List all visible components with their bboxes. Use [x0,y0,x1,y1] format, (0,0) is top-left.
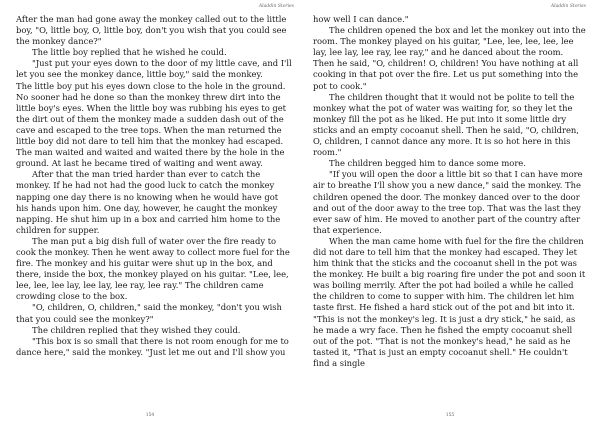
paragraph: The children begged him to dance some more. [329,158,526,169]
running-head: Aladdin Stories [550,4,586,9]
left-page-text [16,14,292,358]
paragraph: The children replied that they wished they could. [32,324,241,335]
page-number: 154 [145,413,155,418]
right-page [300,0,600,424]
paragraph: When the man came home with fuel for the fire the children did not dare to tell him that the monkey had escaped. They let him think that the sticks and the cocoanut shell in the pot was the monkey. He built a big roaring fire under the pot and soon it was boiling merrily. After the pot had boiled a while he called the children to come to supper with him. The children let him taste first. He fished a hard stick out of the pot and bit into it. "This is not the monkey's leg. It is just a dry stick," he said, as he made a wry face. Then he fished the empty cocoanut shell out of the pot. "That is not the monkey's head," he said as he tasted it, "That is just an empty cocoanut shell." He couldn't find a single [313,235,586,368]
running-head: Aladdin Stories [258,4,294,9]
right-page-text [313,14,586,369]
paragraph: "O, children, O, children," said the monkey, "don't you wish that you could see the monkey?" [16,302,282,324]
paragraph: After the man had gone away the monkey called out to the little boy, "O, little boy, O, little boy, don't you wish that you could see the monkey dance?" [16,14,287,47]
paragraph: The children thought that it would not be polite to tell the monkey what the pot of water was waiting for, so they let the monkey fill the pot as he liked. He put into it some little dry sticks and an empty cocoanut shell. Then he said, "O, children, O, children, I cannot dance any more. It is so hot here in this room." [313,91,579,158]
paragraph: "This box is so small that there is not room enough for me to dance here," said the monkey. "Just let me out and I'll show you [16,335,289,357]
paragraph: The little boy put his eyes down close to the hole in the ground. No sooner had he done so than the monkey threw dirt into the little boy's eyes. When the little boy was rubbing his eyes to get the dirt out of them the monkey made a sudden dash out of the cave and escaped to the tree tops. When the man returned the little boy did not dare to tell him that the monkey had escaped. The man waited and waited and waited there by the hole in the ground. At last he became tired of waiting and went away. [16,80,287,169]
paragraph: "Just put your eyes down to the door of my little cave, and I'll let you see the monkey dance, little boy," said the monkey. [16,58,292,80]
paragraph: "If you will open the door a little bit so that I can have more air to breathe I'll show you a new dance," said the monkey. The children opened the door. The monkey danced over to the door and out of the door away to the tree top. That was the last they ever saw of him. He moved to another part of the country after that experience. [313,169,583,235]
paragraph: After that the man tried harder than ever to catch the monkey. If he had not had the good luck to catch the monkey napping one day there is no knowing when he would have got his hands upon him. One day, however, he caught the monkey napping. He shut him up in a box and carried him home to the children for supper. [16,169,281,235]
paragraph: The little boy replied that he wished he could. [32,47,227,58]
page-number: 155 [445,413,455,418]
paragraph: The children opened the box and let the monkey out into the room. The monkey played on his guitar, "Lee, lee, lee, lee, lee lay, lee lay, lee ray, lee ray," and he danced about the room. Then he said, "O, children! O, children! You have nothing at all cooking in that pot over the fire. Let us put something into the pot to cook." [313,25,586,91]
paragraph: The man put a big dish full of water over the fire ready to cook the monkey. Then he went away to collect more fuel for the fire. The monkey and his guitar were shut up in the box, and there, inside the box, the monkey played on his guitar. "Lee, lee, lee, lee, lee lay, lee lay, lee ray, lee ray." The children came crowding close to the box. [16,235,290,302]
paragraph: how well I can dance." [313,14,409,24]
